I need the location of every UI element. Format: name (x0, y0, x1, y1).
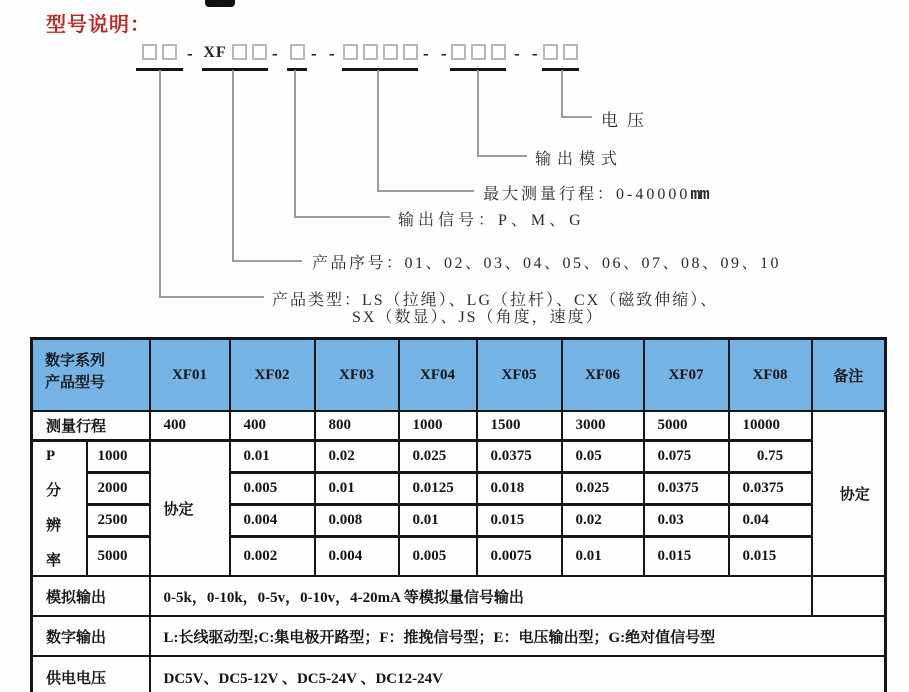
value-cell: 0.002 (230, 537, 315, 577)
code-box (232, 44, 247, 60)
value-cell: 0.04 (729, 505, 812, 537)
leader-output-mode-hline (477, 155, 527, 157)
code-separator: - (272, 44, 282, 63)
value-cell: 0.0075 (477, 537, 562, 577)
value-cell: 0.0375 (477, 441, 562, 473)
callout-product-series-label: 产品序号：01、02、03、04、05、06、07、08、09、10 (312, 255, 782, 272)
code-group-output-mode (450, 44, 506, 71)
leader-output-mode-vline (477, 70, 479, 157)
header-xf01: XF01 (150, 339, 230, 412)
resolution-sub-label: 2500 (87, 505, 150, 537)
value-cell: 0.025 (399, 441, 477, 473)
travel-row (32, 411, 886, 441)
callout-voltage-label: 电压 (601, 111, 653, 130)
leader-product-series-vline (232, 70, 234, 262)
leader-product-type-hline (159, 296, 264, 298)
page-title: 型号说明： (46, 14, 151, 36)
code-box (383, 44, 398, 60)
code-box (162, 44, 177, 60)
value-cell: 0.03 (644, 505, 729, 537)
leader-voltage-hline (561, 116, 592, 118)
value-cell: 0.02 (562, 505, 644, 537)
analog-output-value: 0-5k，0-10k，0-5v，0-10v，4-20mA 等模拟量信号输出 (150, 576, 812, 616)
header-series-line1: 数字系列 (45, 353, 106, 369)
value-cell: 0.015 (729, 537, 812, 577)
leader-output-signal-vline (294, 70, 296, 218)
header-xf04: XF04 (399, 339, 477, 412)
value-cell: 0.015 (477, 505, 562, 537)
header-xf02: XF02 (230, 339, 315, 412)
travel-label: 测量行程 (32, 411, 150, 441)
code-box (290, 44, 305, 60)
digital-output-value: L:长线驱动型;C:集电极开路型；F：推挽信号型；E：电压输出型；G:绝对值信号型 (150, 616, 886, 656)
code-separator: - - (311, 44, 339, 63)
value-cell: 0.015 (644, 537, 729, 577)
value-cell: 1500 (477, 411, 562, 441)
power-supply-label: 供电电压 (32, 656, 150, 692)
header-xf08: XF08 (729, 339, 812, 412)
table-header-row (32, 339, 886, 412)
header-xf05: XF05 (477, 339, 562, 412)
value-cell: 0.005 (230, 473, 315, 505)
resolution-row-1000 (32, 441, 886, 473)
code-box (363, 44, 378, 60)
value-cell: 0.005 (399, 537, 477, 577)
value-cell: 0.0125 (399, 473, 477, 505)
xf01-agreement-cell: 协定 (150, 441, 230, 577)
resolution-axis-label (32, 441, 87, 577)
scan-artifact (205, 0, 235, 7)
leader-product-type-vline (159, 70, 161, 298)
leader-output-signal-hline (294, 216, 390, 218)
analog-output-row (32, 576, 886, 616)
value-cell: 0.01 (399, 505, 477, 537)
power-supply-value: DC5V、DC5-12V 、DC5-24V 、DC12-24V (150, 656, 886, 692)
code-box (491, 44, 506, 60)
value-cell: 0.018 (477, 473, 562, 505)
code-separator: - - (514, 44, 542, 63)
leader-max-travel-hline (377, 190, 474, 192)
value-cell: 0.004 (230, 505, 315, 537)
spec-table (30, 337, 887, 692)
header-xf06: XF06 (562, 339, 644, 412)
value-cell: 3000 (562, 411, 644, 441)
callout-product-type-line1: 产品类型：LS（拉绳）、LG（拉杆）、CX（磁致伸缩）、 (272, 292, 719, 309)
header-xf07: XF07 (644, 339, 729, 412)
value-cell: 0.75 (729, 441, 812, 473)
code-group-output-signal (287, 44, 307, 71)
callout-max-travel-text: 最大测量行程：0-40000 (483, 186, 691, 203)
header-series-line2: 产品型号 (45, 375, 106, 391)
value-cell: 0.05 (562, 441, 644, 473)
value-cell: 0.01 (562, 537, 644, 577)
header-xf03: XF03 (315, 339, 399, 412)
code-box (142, 44, 157, 60)
value-cell: 0.01 (315, 473, 399, 505)
value-cell: 0.01 (230, 441, 315, 473)
code-box (563, 44, 578, 60)
callout-product-type-line2: SX（数显）、JS（角度，速度） (352, 309, 604, 326)
callout-max-travel-unit: mm (690, 186, 709, 205)
value-cell: 800 (315, 411, 399, 441)
code-box (543, 44, 558, 60)
code-box (403, 44, 418, 60)
value-cell: 10000 (729, 411, 812, 441)
value-cell: 0.025 (562, 473, 644, 505)
resolution-char: 率 (46, 553, 62, 570)
code-group-product-series (202, 44, 268, 71)
code-separator: - - (423, 44, 451, 63)
value-cell: 0.02 (315, 441, 399, 473)
resolution-sub-label: 2000 (87, 473, 150, 505)
code-prefix-xf: XF (203, 44, 227, 61)
analog-output-label: 模拟输出 (32, 576, 150, 616)
code-separator: - (187, 44, 197, 63)
value-cell: 1000 (399, 411, 477, 441)
callout-max-travel-label (483, 181, 709, 205)
value-cell: 0.008 (315, 505, 399, 537)
leader-voltage-vline (561, 70, 563, 118)
resolution-char: 辨 (46, 518, 62, 535)
resolution-sub-label: 5000 (87, 537, 150, 577)
value-cell: 0.075 (644, 441, 729, 473)
analog-remark-empty-cell (812, 576, 886, 616)
code-box (451, 44, 466, 60)
power-supply-row (32, 656, 886, 692)
callout-output-mode-label: 输出模式 (535, 151, 624, 168)
callout-output-signal-label: 输出信号：P、M、G (398, 212, 585, 229)
value-cell: 400 (150, 411, 230, 441)
digital-output-label: 数字输出 (32, 616, 150, 656)
leader-max-travel-vline (377, 70, 379, 192)
remark-agreement-cell: 协定 (812, 411, 886, 576)
code-box (343, 44, 358, 60)
code-group-product-type (136, 44, 183, 71)
value-cell: 400 (230, 411, 315, 441)
value-cell: 0.004 (315, 537, 399, 577)
leader-product-series-hline (232, 260, 302, 262)
digital-output-row (32, 616, 886, 656)
header-remark: 备注 (812, 339, 886, 412)
header-series-label (32, 339, 150, 412)
resolution-char: 分 (46, 482, 62, 499)
value-cell: 0.0375 (644, 473, 729, 505)
resolution-sub-label: 1000 (87, 441, 150, 473)
code-group-voltage (542, 44, 579, 71)
code-box (471, 44, 486, 60)
value-cell: 5000 (644, 411, 729, 441)
value-cell: 0.0375 (729, 473, 812, 505)
resolution-char: P (46, 447, 56, 464)
code-box (252, 44, 267, 60)
code-group-max-travel (342, 44, 418, 71)
